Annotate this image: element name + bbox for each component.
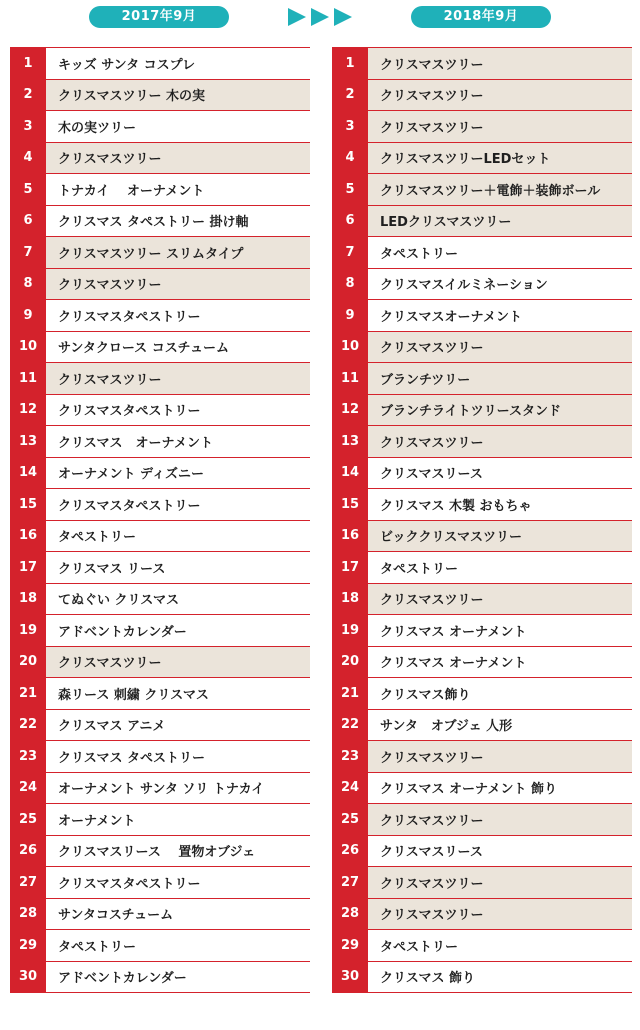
rank-number: 4 [10, 143, 46, 174]
keyword-text: LEDクリスマスツリー [368, 206, 632, 237]
ranking-row [332, 237, 632, 269]
keyword-text: クリスマス オーナメント [58, 435, 213, 451]
rank-number: 3 [10, 111, 46, 142]
rank-number: 4 [332, 143, 368, 174]
keyword-text: クリスマス アニメ [58, 719, 166, 735]
ranking-row [332, 710, 632, 742]
ranking-row [10, 332, 310, 364]
ranking-row [10, 647, 310, 679]
keyword-text: ビッククリスマスツリー [368, 521, 632, 552]
ranking-row [10, 773, 310, 805]
ranking-row [10, 395, 310, 427]
rank-number: 11 [10, 363, 46, 394]
rank-number: 1 [332, 48, 368, 79]
keyword-text: クリスマス 木製 おもちゃ [380, 498, 532, 514]
ranking-row [332, 395, 632, 427]
rank-number: 8 [332, 269, 368, 300]
ranking-row [10, 48, 310, 80]
rank-number: 23 [332, 741, 368, 772]
ranking-row [332, 552, 632, 584]
keyword-text: サンタコスチューム [58, 908, 174, 924]
rank-number: 10 [332, 332, 368, 363]
ranking-row [332, 804, 632, 836]
arrow-icon [334, 8, 352, 26]
keyword-text: クリスマスイルミネーション [380, 278, 548, 294]
keyword-text: タペストリー [380, 246, 459, 262]
rank-number: 19 [10, 615, 46, 646]
keyword-text: オーナメント [58, 813, 136, 829]
keyword-text: ブランチツリー [368, 363, 632, 394]
ranking-row [10, 867, 310, 899]
rank-number: 28 [332, 899, 368, 930]
keyword-text: アドベントカレンダー [58, 624, 187, 640]
ranking-row [10, 174, 310, 206]
ranking-row [332, 647, 632, 679]
ranking-list-2018 [332, 47, 632, 993]
ranking-row [10, 615, 310, 647]
keyword-text: クリスマスツリー [368, 332, 632, 363]
keyword-text: 木の実ツリー [58, 120, 137, 136]
rank-number: 16 [332, 521, 368, 552]
ranking-row [332, 836, 632, 868]
rank-number: 8 [10, 269, 46, 300]
ranking-row [332, 521, 632, 553]
rank-number: 14 [332, 458, 368, 489]
keyword-text: クリスマスツリー [368, 741, 632, 772]
ranking-row [10, 426, 310, 458]
keyword-text: クリスマス タペストリー [58, 750, 206, 766]
ranking-row [332, 48, 632, 80]
rank-number: 2 [10, 80, 46, 111]
ranking-row [10, 584, 310, 616]
keyword-text: キッズ サンタ コスプレ [58, 57, 196, 73]
keyword-text: クリスマスリース [380, 845, 483, 861]
ranking-row [10, 143, 310, 175]
ranking-row [332, 80, 632, 112]
rank-number: 22 [332, 710, 368, 741]
rank-number: 17 [332, 552, 368, 583]
keyword-text: タペストリー [380, 939, 459, 955]
keyword-text: クリスマスツリー [46, 269, 310, 300]
keyword-text: クリスマスツリー [368, 899, 632, 930]
rank-number: 26 [10, 836, 46, 867]
rank-number: 13 [332, 426, 368, 457]
keyword-text: クリスマスツリー [368, 426, 632, 457]
keyword-text: クリスマス タペストリー 掛け軸 [58, 215, 249, 231]
rank-number: 30 [332, 962, 368, 993]
rank-number: 12 [332, 395, 368, 426]
rank-number: 28 [10, 899, 46, 930]
rank-number: 26 [332, 836, 368, 867]
ranking-row [10, 741, 310, 773]
ranking-row [332, 143, 632, 175]
keyword-text: クリスマスオーナメント [380, 309, 522, 325]
ranking-row [10, 458, 310, 490]
keyword-text: トナカイ オーナメント [58, 183, 205, 199]
keyword-text: クリスマスタペストリー [58, 876, 201, 892]
keyword-text: クリスマスツリー [368, 80, 632, 111]
ranking-row [10, 678, 310, 710]
rank-number: 14 [10, 458, 46, 489]
ranking-row [332, 111, 632, 143]
ranking-row [10, 521, 310, 553]
ranking-row [332, 899, 632, 931]
keyword-text: クリスマス 飾り [380, 971, 476, 987]
rank-number: 21 [332, 678, 368, 709]
rank-number: 29 [332, 930, 368, 961]
rank-number: 11 [332, 363, 368, 394]
rank-number: 20 [332, 647, 368, 678]
rank-number: 13 [10, 426, 46, 457]
keyword-text: クリスマスツリー [368, 804, 632, 835]
keyword-text: クリスマスツリー [46, 143, 310, 174]
ranking-row [332, 773, 632, 805]
ranking-row [332, 174, 632, 206]
keyword-text: クリスマスツリー 木の実 [46, 80, 310, 111]
keyword-text: クリスマスツリー [46, 363, 310, 394]
rank-number: 19 [332, 615, 368, 646]
rank-number: 24 [10, 773, 46, 804]
ranking-row [10, 269, 310, 301]
keyword-text: アドベントカレンダー [58, 971, 187, 987]
rank-number: 7 [10, 237, 46, 268]
ranking-row [332, 363, 632, 395]
rank-number: 20 [10, 647, 46, 678]
rank-number: 17 [10, 552, 46, 583]
keyword-text: サンタクロース コスチューム [58, 341, 230, 357]
rank-number: 24 [332, 773, 368, 804]
keyword-text: クリスマス オーナメント [380, 624, 527, 640]
keyword-text: タペストリー [58, 939, 137, 955]
keyword-text: クリスマスタペストリー [58, 404, 201, 420]
ranking-row [10, 363, 310, 395]
keyword-text: てぬぐい クリスマス [58, 593, 180, 609]
rank-number: 3 [332, 111, 368, 142]
keyword-text: クリスマス オーナメント 飾り [380, 782, 558, 798]
ranking-row [10, 80, 310, 112]
ranking-row [10, 804, 310, 836]
ranking-row [332, 458, 632, 490]
rank-number: 18 [10, 584, 46, 615]
rank-number: 15 [332, 489, 368, 520]
arrow-icon [288, 8, 306, 26]
keyword-text: ブランチライトツリースタンド [368, 395, 632, 426]
rank-number: 27 [332, 867, 368, 898]
rank-number: 12 [10, 395, 46, 426]
ranking-row [332, 867, 632, 899]
ranking-row [10, 836, 310, 868]
ranking-row [332, 584, 632, 616]
ranking-row [10, 300, 310, 332]
keyword-text: クリスマスリース 置物オブジェ [58, 845, 256, 861]
ranking-row [10, 206, 310, 238]
ranking-row [332, 269, 632, 301]
ranking-row [10, 111, 310, 143]
ranking-row [10, 552, 310, 584]
ranking-row [10, 489, 310, 521]
rank-number: 7 [332, 237, 368, 268]
rank-number: 23 [10, 741, 46, 772]
ranking-row [10, 899, 310, 931]
keyword-text: クリスマスツリーLEDセット [368, 143, 632, 174]
keyword-text: オーナメント ディズニー [58, 467, 204, 483]
keyword-text: クリスマスツリー [46, 647, 310, 678]
keyword-text: タペストリー [380, 561, 459, 577]
rank-number: 27 [10, 867, 46, 898]
ranking-row [10, 962, 310, 994]
keyword-text: クリスマス リース [58, 561, 166, 577]
rank-number: 22 [10, 710, 46, 741]
keyword-text: オーナメント サンタ ソリ トナカイ [58, 782, 265, 798]
rank-number: 29 [10, 930, 46, 961]
keyword-text: クリスマスタペストリー [58, 498, 201, 514]
rank-number: 25 [332, 804, 368, 835]
keyword-text: クリスマスツリー [368, 111, 632, 142]
rank-number: 25 [10, 804, 46, 835]
rank-number: 9 [332, 300, 368, 331]
ranking-row [10, 710, 310, 742]
rank-number: 15 [10, 489, 46, 520]
rank-number: 30 [10, 962, 46, 993]
rank-number: 1 [10, 48, 46, 79]
ranking-row [332, 426, 632, 458]
ranking-row [332, 930, 632, 962]
keyword-text: サンタ オブジェ 人形 [380, 719, 513, 735]
rank-number: 16 [10, 521, 46, 552]
keyword-text: クリスマスツリー スリムタイプ [46, 237, 310, 268]
arrow-icon [311, 8, 329, 26]
rank-number: 2 [332, 80, 368, 111]
ranking-row [10, 237, 310, 269]
rank-number: 6 [10, 206, 46, 237]
ranking-row [332, 332, 632, 364]
ranking-row [10, 930, 310, 962]
ranking-row [332, 206, 632, 238]
ranking-row [332, 962, 632, 994]
keyword-text: クリスマスツリー＋電飾＋装飾ボール [368, 174, 632, 205]
ranking-row [332, 678, 632, 710]
rank-number: 10 [10, 332, 46, 363]
rank-number: 9 [10, 300, 46, 331]
keyword-text: クリスマスツリー [368, 48, 632, 79]
keyword-text: クリスマス オーナメント [380, 656, 527, 672]
period-label-2018: 2018年9月 [411, 6, 551, 28]
rank-number: 5 [10, 174, 46, 205]
ranking-list-2017 [10, 47, 310, 993]
keyword-text: クリスマス飾り [380, 687, 471, 703]
ranking-row [332, 615, 632, 647]
keyword-text: タペストリー [58, 530, 137, 546]
keyword-text: クリスマスツリー [368, 867, 632, 898]
period-label-2017: 2017年9月 [89, 6, 229, 28]
rank-number: 18 [332, 584, 368, 615]
keyword-text: クリスマスタペストリー [58, 309, 201, 325]
keyword-text: クリスマスリース [380, 467, 483, 483]
triple-arrow-icon [288, 6, 354, 28]
rank-number: 5 [332, 174, 368, 205]
ranking-row [332, 300, 632, 332]
rank-number: 6 [332, 206, 368, 237]
keyword-text: クリスマスツリー [368, 584, 632, 615]
ranking-row [332, 489, 632, 521]
rank-number: 21 [10, 678, 46, 709]
ranking-row [332, 741, 632, 773]
keyword-text: 森リース 刺繍 クリスマス [58, 687, 209, 703]
